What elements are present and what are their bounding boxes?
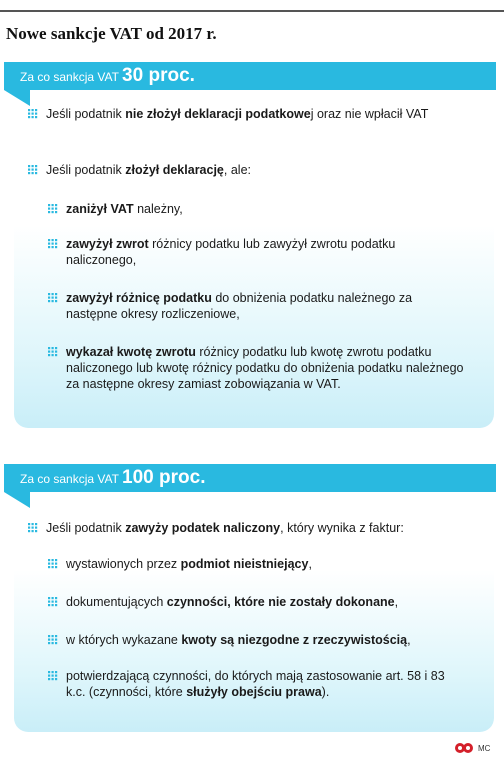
section-100-label-big: 100 proc. [122,467,206,488]
list-item-fragment: różnicy podatku lub kwotę zwrotu podatku naliczonego lub kwotę różnicy podatku do obniżenia podatku należnego za następne okresy zamiast zobowiązania w VAT. [66,345,464,391]
list-item-emphasis: czynności, które nie zostały dokonane [166,595,395,609]
bullet-dots-icon [48,597,58,607]
list-item [66,236,466,268]
bullet-dots-icon [28,109,38,119]
bullet-dots-icon [28,165,38,175]
list-item [66,594,466,610]
section-30-label-small: Za co sankcja VAT [20,70,123,84]
list-item-fragment: , ale: [223,163,251,177]
list-item-emphasis: kwoty są niezgodne z rzeczywistością [181,633,408,647]
list-item-text [66,290,466,322]
list-item-emphasis: nie złożył deklaracji podatkowe [125,107,311,121]
list-item-text [66,594,466,610]
list-item-text [66,344,466,392]
list-item [66,290,466,322]
bullet-dots-icon [48,347,58,357]
list-item-fragment: , [394,595,399,609]
brand-logo-icon [454,742,474,754]
list-item-text [46,162,466,178]
list-item [66,344,466,392]
list-item-text [46,106,466,122]
list-item-emphasis: zawyżył różnicę podatku [66,291,212,305]
list-item [46,162,466,178]
list-item [66,556,466,572]
list-item-fragment: , [308,557,312,571]
bullet-dots-icon [48,635,58,645]
section-100-label-small: Za co sankcja VAT [20,472,123,486]
section-30-header [4,62,496,90]
list-item-text [46,520,466,536]
list-item-fragment: j oraz nie wpłacił VAT [310,107,429,121]
list-item-fragment: wystawionych przez [66,557,181,571]
list-item-emphasis: złożył deklarację [125,163,224,177]
list-item [66,201,466,217]
list-item-fragment: , który wynika z faktur: [280,521,404,535]
top-rule [0,10,504,12]
list-item-text [66,201,466,217]
list-item-fragment: ). [321,685,330,699]
bullet-dots-icon [48,293,58,303]
list-item-emphasis: służyły obejściu prawa [186,685,322,699]
list-item-text [66,556,466,572]
bullet-dots-icon [48,671,58,681]
list-item-fragment: w których wykazane [66,633,182,647]
section-100-header [4,464,496,492]
section-30-header-tab [4,90,30,106]
brand-logo [454,742,474,756]
list-item-fragment: do obniżenia podatku należnego za następne okresy rozliczeniowe, [66,291,413,321]
list-item-fragment: różnicy podatku lub zawyżył zwrotu podatku naliczonego, [66,237,396,267]
section-30-label-big: 30 proc. [122,65,195,86]
list-item-fragment: Jeśli podatnik [46,163,126,177]
list-item [46,520,466,536]
list-item-emphasis: podmiot nieistniejący [180,557,309,571]
page-title: Nowe sankcje VAT od 2017 r. [6,24,217,43]
list-item [66,668,466,700]
list-item-fragment: Jeśli podatnik [46,107,126,121]
bullet-dots-icon [48,204,58,214]
list-item-text [66,236,466,268]
list-item-fragment: Jeśli podatnik [46,521,126,535]
list-item-fragment: , [407,633,411,647]
list-item-emphasis: zaniżył VAT [66,202,134,216]
list-item-emphasis: zawyży podatek naliczony [125,521,281,535]
bullet-dots-icon [48,239,58,249]
list-item [66,632,466,648]
bullet-dots-icon [28,523,38,533]
list-item [46,106,466,122]
author-credit: MC [478,744,491,753]
list-item-fragment: należny, [133,202,183,216]
list-item-fragment: potwierdzającą czynności, do których mają zastosowanie art. 58 i 83 k.c. (czynności, które [66,669,445,699]
list-item-emphasis: wykazał kwotę zwrotu [66,345,196,359]
section-100-header-tab [4,492,30,508]
list-item-emphasis: zawyżył zwrot [66,237,149,251]
list-item-text [66,632,466,648]
list-item-text [66,668,466,700]
list-item-fragment: dokumentujących [66,595,167,609]
bullet-dots-icon [48,559,58,569]
